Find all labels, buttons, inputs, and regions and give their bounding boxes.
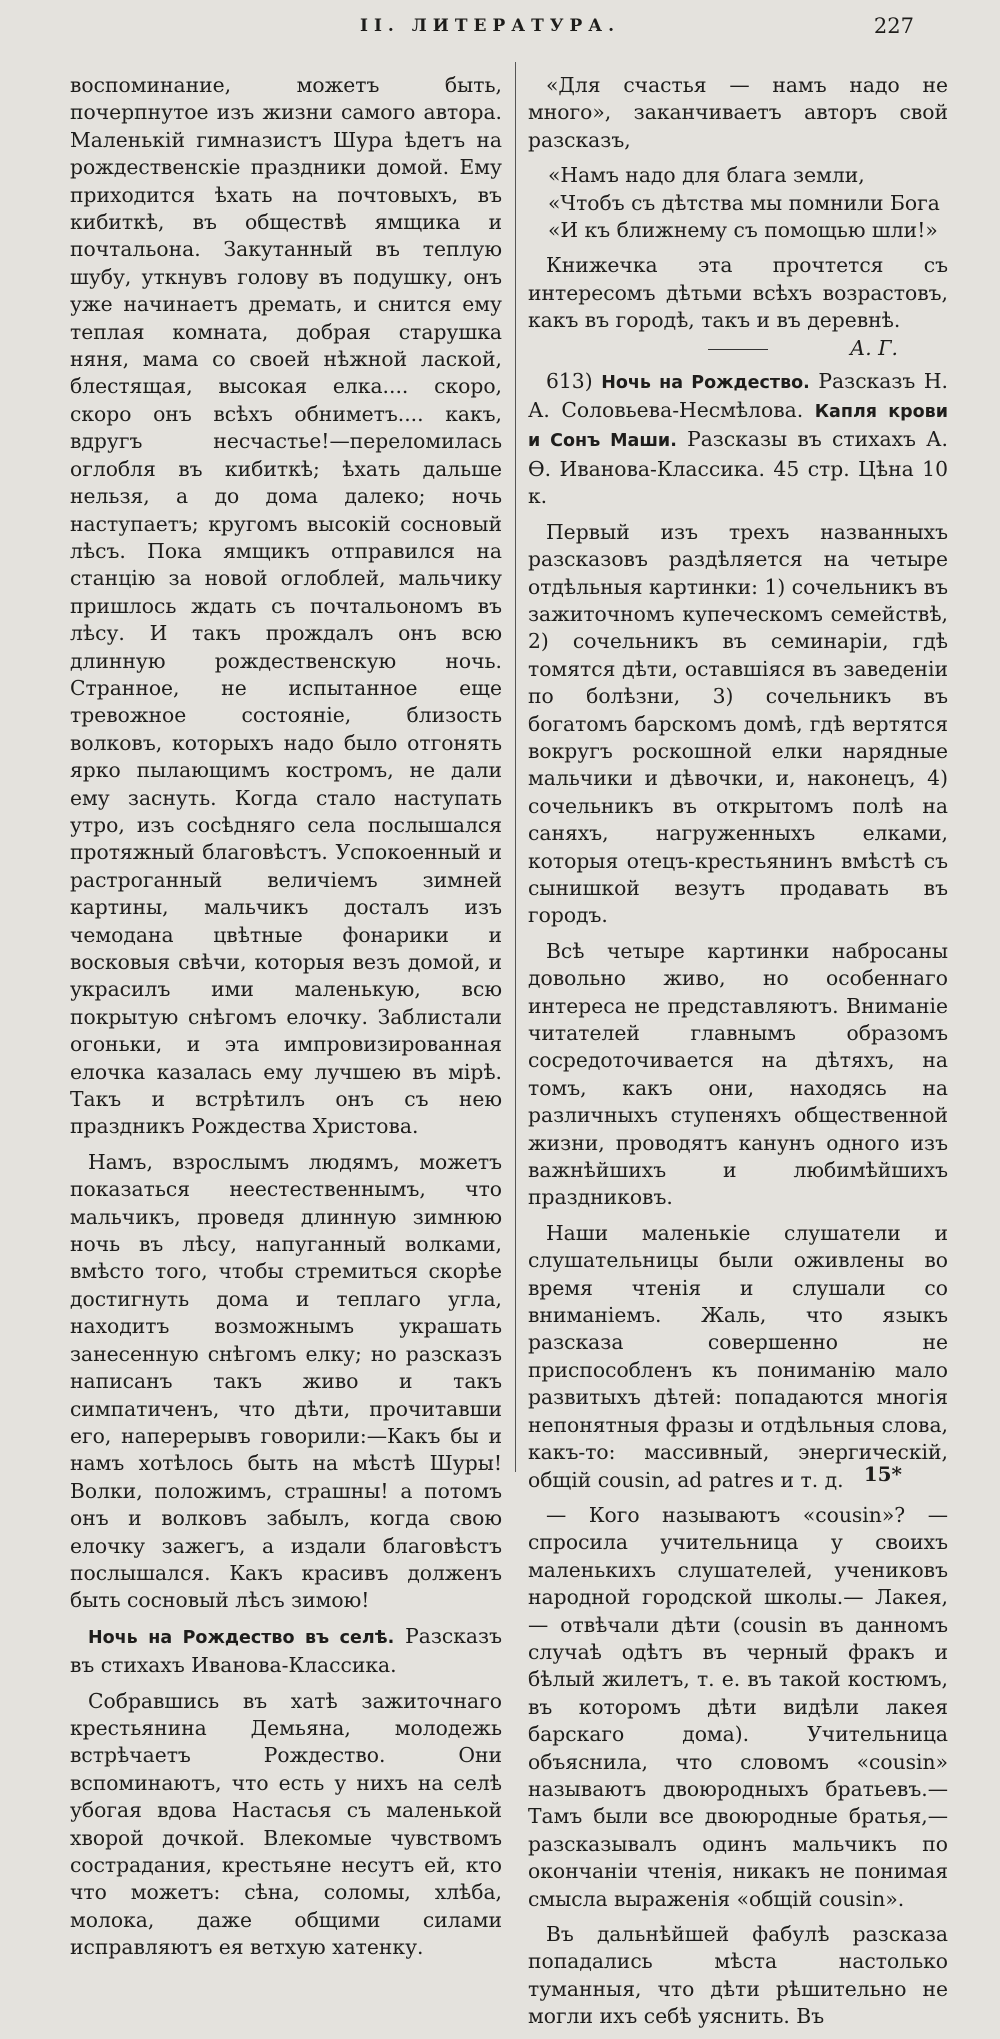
column-divider bbox=[515, 62, 516, 1472]
paragraph-text: Книжечка эта прочтется съ интересомъ дѣтьми всѣхъ возрастовъ, какъ въ городѣ, такъ и въ деревнѣ. bbox=[528, 253, 948, 333]
entry-title: Капля крови и Сонъ Маши. bbox=[528, 402, 948, 452]
review-entry bbox=[528, 368, 948, 511]
paragraph: Всѣ четыре картинки набросаны довольно живо, но особеннаго интереса не представляютъ. Вниманіе читателей главнымъ образомъ сосредоточивается на дѣтяхъ, на томъ, какъ они, находясь на различныхъ ступеняхъ общественной жизни, проводятъ канунъ одного изъ важнѣйшихъ и любимѣйшихъ праздниковъ. bbox=[528, 938, 948, 1210]
paragraph: Собравшись въ хатѣ зажиточнаго крестьянина Демьяна, молодежь встрѣчаетъ Рождество. Они вспоминаютъ, что есть у нихъ на селѣ убогая вдова Настасья съ маленькой хворой дочкой. Влекомые чувствомъ сострадания, крестьяне несутъ ей, кто что можетъ: сѣна, соломы, хлѣба, молока, даже общими силами исправляютъ ея ветхую хатенку. bbox=[70, 1688, 502, 1960]
page-number: 227 bbox=[873, 14, 914, 38]
paragraph bbox=[528, 252, 948, 360]
paragraph: Намъ, взрослымъ людямъ, можетъ показаться неестественнымъ, что мальчикъ, проведя длинную зимнюю ночь въ лѣсу, напуганный волками, вмѣсто того, чтобы стремиться скорѣе достигнуть дома и теплаго угла, находитъ возможнымъ украшать занесенную снѣгомъ елку; но разсказъ написанъ такъ живо и такъ симпатиченъ, что дѣти, прочитавши его, наперерывъ говорили:—Какъ бы и намъ хотѣлось быть на мѣстѣ Шуры! Волки, положимъ, страшны! а потомъ онъ и волковъ забылъ, когда свою елочку зажегъ, а издали благовѣстъ послышался. Какъ красивъ долженъ быть сосновый лѣсъ зимою! bbox=[70, 1149, 502, 1613]
entry-text: Разсказъ въ стихахъ Иванова-Классика. bbox=[70, 1623, 502, 1678]
running-header: II. ЛИТЕРАТУРА. bbox=[360, 16, 621, 36]
paragraph: Первый изъ трехъ названныхъ разсказовъ раздѣляется на четыре отдѣльныя картинки: 1) сочельникъ въ зажиточномъ купеческомъ семействѣ, 2) сочельникъ въ семинаріи, гдѣ томятся дѣти, оставшіяся въ заведеніи по болѣзни, 3) сочельникъ въ богатомъ барскомъ домѣ, гдѣ вертятся вокругъ роскошной елки нарядные мальчики и дѣвочки, и, наконецъ, 4) сочельникъ въ открытомъ полѣ на саняхъ, нагруженныхъ елками, которыя отецъ-крестьянинъ вмѣстѣ съ сынишкой везутъ продавать въ городъ. bbox=[528, 519, 949, 928]
paragraph: Въ дальнѣйшей фабулѣ разсказа попадались мѣста настолько туманныя, что дѣти рѣшительно не могли ихъ себѣ уяснить. Въ bbox=[528, 1922, 948, 2029]
paragraph: — Кого называютъ «cousin»? — спросила учительница у своихъ маленькихъ слушателей, учениковъ народной городской школы.— Лакея, — отвѣчали дѣти (cousin въ данномъ случаѣ одѣтъ въ черный фракъ и бѣлый жилетъ, т. е. въ такой костюмъ, въ которомъ дѣти видѣли лакея барскаго дома). Учительница объяснила, что словомъ «cousin» называютъ двоюродныхъ братьевъ.—Тамъ были все двоюродные братья,—разсказывалъ одинъ мальчикъ по окончаніи чтенія, никакъ не понимая смысла выраженія «общій cousin». bbox=[528, 1502, 948, 1911]
section-rule bbox=[708, 349, 768, 350]
entry-text: Разсказы въ стихахъ А. Ѳ. Иванова-Классика. 45 стр. Цѣна 10 к. bbox=[528, 427, 948, 509]
signature-mark: 15* bbox=[863, 1462, 902, 1486]
entry-title: Ночь на Рождество въ селѣ. bbox=[88, 1627, 395, 1648]
right-column bbox=[528, 72, 948, 2039]
verse-line: «Чтобъ съ дѣтства мы помнили Бога bbox=[548, 190, 940, 215]
entry-text: Разсказъ Н. А. Соловьева-Несмѣлова. bbox=[528, 368, 948, 423]
paragraph: воспоминание, можетъ быть, почерпнутое изъ жизни самого автора. Маленькій гимназистъ Шура ѣдетъ на рождественскіе праздники домой. Ему приходится ѣхать на почтовыхъ, въ кибиткѣ, въ обществѣ ямщика и почтальона. Закутанный въ теплую шубу, уткнувъ голову въ подушку, онъ уже начинаетъ дремать, и снится ему теплая комната, добрая старушка няня, мама со своей нѣжной лаской, блестящая, высокая елка.... скоро, скоро онъ всѣхъ обниметъ.... какъ, вдругъ несчастье!—переломилась оглобля въ кибиткѣ; ѣхать дальше нельзя, а до дома далеко; ночь наступаетъ; кругомъ высокій сосновый лѣсъ. Пока ямщикъ отправился на станцію за новой оглоблей, мальчику пришлось ждать съ почтальономъ въ лѣсу. И такъ прождалъ онъ всю длинную рождественскую ночь. Странное, не испытанное еще тревожное состояніе, близость волковъ, которыхъ надо было отгонять ярко пылающимъ костромъ, не дали ему заснуть. Когда стало наступать утро, изъ сосѣдняго села послышался протяжный благовѣстъ. Успокоенный и растроганный величіемъ зимней картины, мальчикъ досталъ изъ чемодана цвѣтные фонарики и восковыя свѣчи, которыя везъ домой, и украсилъ ими маленькую, всю покрытую снѣгомъ елочку. Заблистали огоньки, и эта импровизированная елочка казалась ему лучшею въ мірѣ. Такъ и встрѣтилъ онъ съ нею праздникъ Рождества Христова. bbox=[70, 73, 502, 1139]
entry-title: Ночь на Рождество. bbox=[601, 372, 810, 393]
left-column bbox=[70, 72, 502, 1970]
verse-quote bbox=[528, 162, 948, 244]
author-initials: А. Г. bbox=[849, 335, 898, 360]
review-entry bbox=[70, 1623, 502, 1680]
entry-number: 613) bbox=[546, 368, 602, 393]
paragraph: Наши маленькіе слушатели и слушательницы были оживлены во время чтенія и слушали со вниманіемъ. Жаль, что языкъ разсказа совершенно не приспособленъ къ пониманію мало развитыхъ дѣтей: попадаются многія непонятныя фразы и отдѣльныя слова, какъ-то: массивный, энергическій, общій cousin, ad patres и т. д. bbox=[528, 1220, 948, 1492]
paragraph: «Для счастья — намъ надо не много», заканчиваетъ авторъ свой разсказъ, bbox=[528, 73, 948, 152]
verse-line: «Намъ надо для блага земли, bbox=[548, 163, 865, 188]
verse-line: «И къ ближнему съ помощью шли!» bbox=[548, 218, 938, 243]
